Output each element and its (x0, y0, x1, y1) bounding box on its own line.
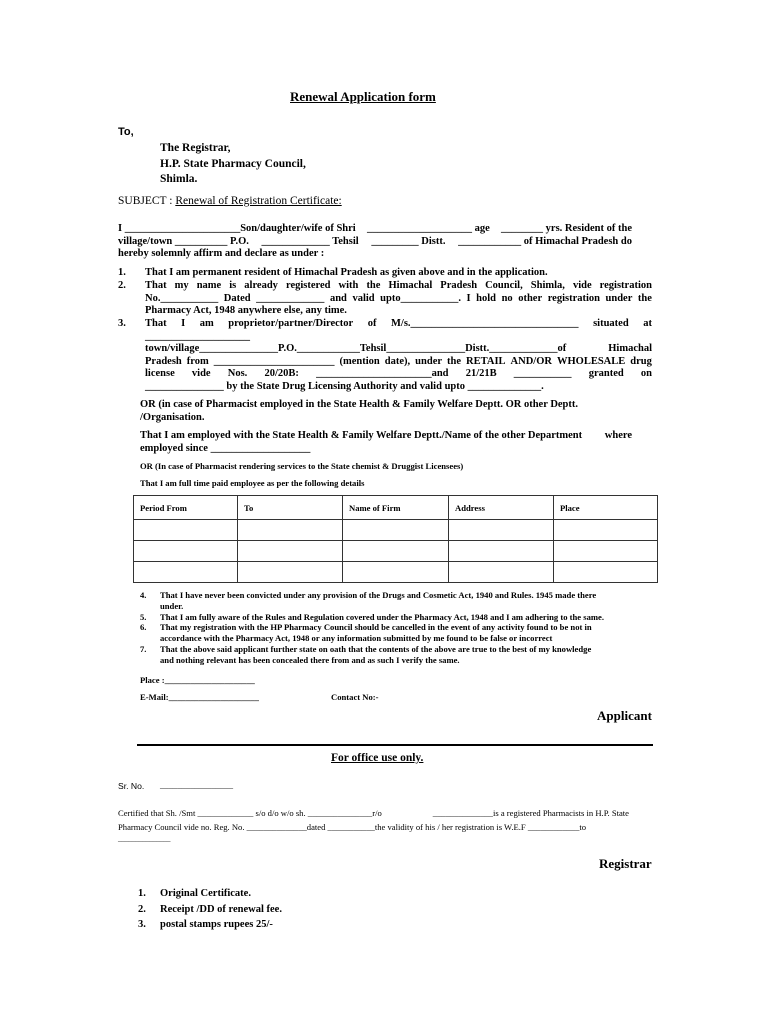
word: at (643, 318, 652, 329)
word: granted (588, 368, 624, 380)
certification-part: ______________is a registered Pharmacists in H.P. State (432, 808, 629, 818)
enclosure-item (138, 917, 282, 933)
table-cell[interactable] (554, 520, 658, 541)
word: Shimla, (530, 280, 565, 291)
declaration-number: 5. (140, 611, 147, 622)
table-row (134, 541, 658, 562)
item-number: 1. (118, 267, 126, 278)
word: registration (599, 280, 652, 291)
item-line (145, 356, 652, 369)
word: AND/OR (510, 355, 552, 367)
word: under (605, 292, 633, 304)
declaration-line: That my registration with the HP Pharmacy Council should be cancelled in the event of any activity found to be not in (160, 622, 592, 633)
item-line (145, 368, 652, 381)
item-line (145, 293, 652, 306)
word: WHOLESALE (556, 355, 626, 367)
word: ______________________and (316, 368, 449, 380)
declaration-line: That the above said applicant further state on oath that the contents of the above are true to the best of my knowledge (160, 643, 592, 654)
or-employed (140, 399, 578, 424)
word: from (186, 355, 209, 367)
intro-text: village/town __________ P.O. (118, 235, 249, 247)
word: No.___________ (145, 292, 219, 304)
page-title: Renewal Application form (290, 89, 436, 104)
word: upto___________. (380, 292, 461, 304)
declaration-number: 6. (140, 622, 147, 633)
or-line: OR (in case of Pharmacist employed in the State Health & Family Welfare Deptt. OR other Deptt. (140, 399, 579, 410)
word: vide (572, 280, 592, 291)
word: the (447, 355, 462, 367)
enclosure-number: 3. (138, 919, 146, 930)
item-text: That I am permanent resident of Himachal Pradesh as given above and in the application. (145, 267, 548, 278)
certification-line (118, 806, 629, 820)
addressee-line: Shimla. (160, 173, 198, 185)
col-address: Address (449, 496, 554, 520)
office-use-heading: For office use only. (331, 752, 424, 764)
word: Nos. (227, 368, 248, 380)
table-cell[interactable] (449, 520, 554, 541)
enclosure-text: Receipt /DD of renewal fee. (160, 903, 282, 915)
declarations-list (140, 590, 604, 666)
email-field[interactable]: E-Mail:_____________________ (140, 692, 259, 702)
item-2-text (145, 280, 652, 318)
intro-line (118, 223, 632, 236)
word: already (244, 280, 278, 291)
word: valid (352, 292, 375, 304)
word: no (501, 292, 513, 304)
declaration-line: That I have never been convicted under any provision of the Drugs and Cosmetic Act, 1940 and Rules. 1945 made there (160, 590, 597, 600)
certification-line: Pharmacy Council vide no. Reg. No. ______________dated ___________the validity of his / her registration is W.E.F ____________to (118, 822, 587, 832)
subject (118, 195, 342, 207)
word: Pradesh (440, 280, 478, 291)
employed-line: employed since ___________________ (140, 442, 311, 454)
intro-text: ____________________ age (366, 223, 490, 234)
word: registration (547, 292, 600, 304)
word: _______________________ (213, 355, 335, 367)
intro-text: ________ yrs. Resident of the (501, 223, 632, 234)
declaration-line: under. (160, 600, 184, 611)
word: Pradesh (145, 355, 182, 367)
enclosure-item (138, 902, 282, 918)
col-to: To (238, 496, 343, 520)
contact-field[interactable]: Contact No:- (331, 692, 379, 702)
certification-part: Certified that Sh. /Smt _____________ s/o d/o w/o sh. _______________r/o (118, 808, 382, 818)
enclosure-text: postal stamps rupees 25/- (160, 919, 273, 930)
word: drug (630, 355, 652, 367)
to-label: To, (118, 126, 134, 138)
word: Himachal (608, 343, 652, 355)
item-number: 2. (118, 280, 126, 291)
table-cell[interactable] (238, 520, 343, 541)
word: _____________ (256, 292, 325, 304)
employed-text: where (604, 430, 632, 441)
applicant-signature-label: Applicant (597, 708, 652, 723)
word: situated (593, 318, 629, 329)
word: town/village_______________P.O.____________Tehsil_______________Distt._____________of (145, 343, 567, 355)
word: under (415, 355, 443, 367)
item-line (145, 318, 652, 331)
employment-table (133, 495, 658, 583)
word: with (338, 280, 359, 291)
addressee-block (160, 141, 306, 188)
enclosure-number: 2. (138, 903, 146, 915)
table-cell[interactable] (449, 562, 554, 583)
word: Council, (485, 280, 523, 291)
intro-paragraph (118, 223, 632, 261)
word: proprietor/partner/Director (228, 318, 354, 329)
word: Dated (223, 292, 251, 304)
employed-text: That I am employed with the State Health & Family Welfare Deptt./Name of the other Department (140, 430, 583, 441)
word: name (196, 280, 222, 291)
sr-no-label: Sr. No. (118, 781, 145, 791)
employed-paragraph (140, 430, 632, 455)
declaration-line: accordance with the Pharmacy Act, 1948 or any information submitted by me found to be false or incorrect (160, 633, 553, 644)
col-place: Place (554, 496, 658, 520)
word: I (181, 318, 186, 329)
item-line (145, 343, 652, 356)
word: M/s.________________________________ (391, 318, 579, 329)
divider (137, 744, 653, 746)
word: That (145, 318, 167, 329)
declaration-item (140, 644, 604, 666)
or-chemist: OR (In case of Pharmacist rendering services to the State chemist & Druggist Licensees) (140, 461, 464, 471)
table-cell[interactable] (343, 520, 449, 541)
declaration-number: 4. (140, 590, 147, 600)
subject-text: Renewal of Registration Certificate: (175, 195, 342, 207)
word: am (199, 318, 214, 329)
sr-no-field[interactable]: _________________ (160, 780, 234, 790)
word: vide (191, 368, 211, 380)
certification-text (118, 806, 629, 844)
subject-label: SUBJECT : (118, 195, 176, 207)
col-name-of-firm: Name of Firm (343, 496, 449, 520)
enclosure-text: Original Certificate. (160, 888, 251, 899)
enclosures-list (138, 886, 282, 933)
word: on (640, 368, 652, 380)
word: of (367, 318, 377, 329)
word: other (518, 292, 543, 304)
declaration-item (140, 612, 604, 623)
enclosure-item (138, 886, 282, 902)
table-cell[interactable] (134, 520, 238, 541)
word: is (229, 280, 237, 291)
addressee-line: The Registrar, (160, 142, 231, 154)
enclosure-number: 1. (138, 888, 146, 899)
item-line: _______________ by the State Drug Licensing Authority and valid upto ______________. (145, 380, 544, 392)
word: That (145, 280, 167, 291)
word: (mention (339, 355, 380, 367)
word: my (174, 280, 189, 291)
word: license (145, 368, 175, 380)
intro-text: _________ Distt. (371, 235, 446, 247)
declaration-item (140, 590, 604, 612)
word: registered (285, 280, 331, 291)
table-cell[interactable] (554, 562, 658, 583)
table-cell[interactable] (554, 541, 658, 562)
declaration-item (140, 622, 604, 644)
table-header-row (134, 496, 658, 520)
addressee-line: H.P. State Pharmacy Council, (160, 157, 306, 170)
word: the (637, 292, 652, 304)
word: ___________ (513, 368, 572, 380)
or-line: /Organisation. (140, 411, 205, 423)
word: the (366, 280, 381, 291)
intro-text: ____________ of Himachal Pradesh do (458, 235, 632, 247)
table-row (134, 562, 658, 583)
intro-text: I ______________________Son/daughter/wife of Shri (118, 223, 356, 234)
table-cell[interactable] (238, 541, 343, 562)
place-field[interactable]: Place :_____________________ (140, 675, 255, 685)
word: Himachal (388, 280, 433, 291)
registrar-signature-label: Registrar (599, 856, 652, 871)
word: I (466, 292, 471, 304)
word: and (329, 292, 347, 304)
certification-line: _______________ (118, 835, 171, 843)
item-line: Pharmacy Act, 1948 anywhere else, any time. (145, 305, 347, 316)
word: date), (384, 355, 411, 367)
table-cell[interactable] (449, 541, 554, 562)
table-cell[interactable] (134, 562, 238, 583)
fulltime-note: That I am full time paid employee as per the following details (140, 478, 365, 488)
word: hold (476, 292, 497, 304)
table-cell[interactable] (238, 562, 343, 583)
declaration-line: That I am fully aware of the Rules and Regulation covered under the Pharmacy Act, 1948 and I am adhering to the same. (160, 611, 605, 622)
table-row (134, 520, 658, 541)
item-line: ____________________ (145, 330, 250, 342)
item-line (145, 280, 652, 293)
intro-line: hereby solemnly affirm and declare as under : (118, 248, 325, 259)
item-3-text (145, 318, 652, 394)
word: 21/21B (465, 368, 497, 380)
declaration-line: and nothing relevant has been concealed there from and as such I verify the same. (160, 654, 460, 665)
intro-text: _____________ Tehsil (261, 235, 359, 247)
col-period-from: Period From (134, 496, 238, 520)
table-cell[interactable] (343, 562, 449, 583)
table-cell[interactable] (134, 541, 238, 562)
table-cell[interactable] (343, 541, 449, 562)
intro-line (118, 236, 632, 249)
word: 20/20B: (264, 368, 299, 380)
word: RETAIL (466, 355, 506, 367)
employed-line (140, 430, 632, 443)
declaration-number: 7. (140, 643, 147, 654)
item-number: 3. (118, 318, 126, 329)
